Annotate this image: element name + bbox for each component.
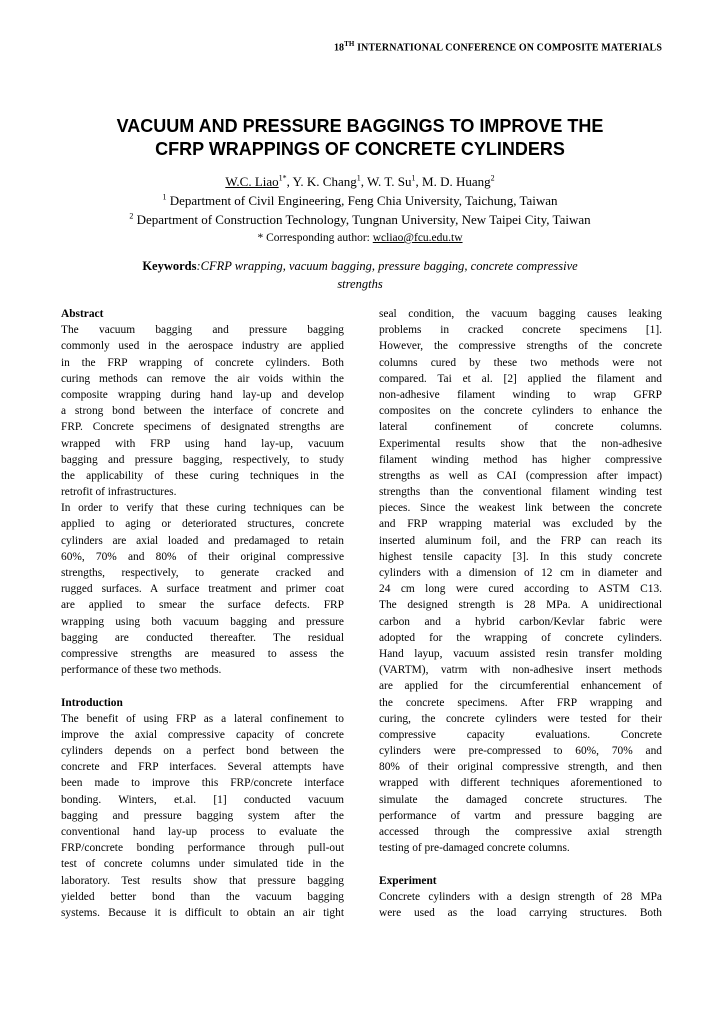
text-line: applied to aging or deteriorated structures, concrete	[61, 518, 344, 531]
text-line: composite wrapping during hand lay-up and develop	[61, 388, 344, 401]
header-text: INTERNATIONAL CONFERENCE ON COMPOSITE MATERIALS	[354, 42, 662, 54]
text-line: cylinders depends on a perfect bond between the	[61, 745, 344, 758]
paper-title	[60, 115, 660, 161]
text-line: The designed strength is 28 MPa. A unidirectional	[379, 599, 662, 612]
experiment-body	[379, 889, 662, 921]
author-2-mark: 1	[356, 173, 361, 183]
text-line: strengths than the conventional filament winding test	[379, 486, 662, 499]
text-line: laboratory. Test results show that pressure bagging	[61, 874, 344, 887]
text-line: were used as the load carrying structures. Both	[379, 906, 662, 919]
text-line: concrete and FRP interfaces. Several attempts have	[61, 761, 344, 774]
author-1-mark: 1*	[278, 173, 287, 183]
affiliation-1	[40, 191, 680, 210]
text-line: cylinders with a dimension of 12 cm in diameter and	[379, 567, 662, 579]
text-line: wrapped with different techniques aforementioned to	[379, 777, 662, 790]
text-line: lateral confinement of concrete columns.	[379, 421, 662, 434]
author-1: W.C. Liao	[225, 174, 279, 189]
text-line: compressive capacity evaluations. Concrete	[379, 728, 662, 741]
text-line: Experimental results show that the non-adhesive	[379, 437, 662, 450]
header-ordinal: TH	[344, 40, 355, 48]
text-line: columns cured by these two methods were not	[379, 356, 662, 369]
affiliation-2-text: Department of Construction Technology, Tungnan University, New Taipei City, Taiwan	[133, 212, 591, 227]
text-line: performance of these two methods.	[61, 664, 222, 677]
text-line: highest tensile capacity [3]. In this study concrete	[379, 550, 662, 563]
text-line: test of concrete columns under simulated tide in the	[61, 858, 344, 871]
text-line: Concrete cylinders with a design strength of 28 MPa	[379, 890, 662, 903]
text-line: cylinders were pre-compressed to 60%, 70% and	[379, 745, 662, 758]
text-line: 24 cm long were cured according to ASTM C13.	[379, 583, 662, 596]
text-line: conventional hand lay-up process to evaluate the	[61, 826, 344, 838]
text-line: bagging and pressure bagging system after the	[61, 809, 344, 822]
text-line: (VARTM), vatrm with non-adhesive insert methods	[379, 664, 662, 677]
text-line: strengths as well as CAI (compression after impact)	[379, 469, 662, 482]
text-line: performance of vartm and pressure bagging are	[379, 809, 662, 822]
text-line: are applied to smear the surface defects. FRP	[61, 599, 344, 612]
text-line: bagging and pressure bagging, respectively, to study	[61, 453, 344, 466]
corresponding-author	[40, 229, 680, 248]
text-line: curing, the concrete cylinders were tested for their	[379, 712, 662, 725]
text-line: However, the compressive strengths of the concrete	[379, 340, 662, 353]
text-line: 60%, 70% and 80% of their original compressive	[61, 550, 344, 563]
text-line: compressive strengths are measured to assess the	[61, 647, 344, 660]
introduction-body-cont	[379, 306, 662, 856]
author-2: , Y. K. Chang	[286, 174, 357, 189]
text-line: systems. Because it is difficult to obtain an air tight	[61, 906, 344, 919]
author-4: , M. D. Huang	[415, 174, 491, 189]
text-line: in the FRP wrapping of concrete cylinders. Both	[61, 356, 344, 369]
section-gap	[61, 678, 344, 694]
affiliation-1-text: Department of Civil Engineering, Feng Chia University, Taichung, Taiwan	[166, 193, 558, 208]
text-line: wrapped with FRP using hand lay-up, vacuum	[61, 437, 344, 450]
introduction-heading: Introduction	[61, 696, 123, 709]
affiliation-2-mark: 2	[129, 211, 134, 221]
text-line: the applicability of these curing techniques in the	[61, 469, 344, 482]
abstract-body	[61, 322, 344, 678]
author-3: , W. T. Su	[360, 174, 412, 189]
author-4-mark: 2	[490, 173, 495, 183]
introduction-body	[61, 711, 344, 921]
header-number: 18	[333, 42, 345, 54]
text-line: the concrete specimens. After FRP wrapping and	[379, 696, 662, 709]
title-line-1: VACUUM AND PRESSURE BAGGINGS TO IMPROVE THE	[116, 116, 604, 136]
text-line: bonding. Winters, et.al. [1] conducted vacuum	[61, 793, 344, 806]
text-line: Hand layup, vacuum assisted resin transfer molding	[379, 647, 662, 660]
text-line: improve the axial compressive capacity of concrete	[61, 728, 344, 741]
text-line: compared. Tai et al. [2] applied the filament and	[379, 372, 662, 385]
text-line: filament winding method has higher compressive	[379, 453, 662, 466]
text-line: inserted aluminum foil, and the FRP can reach its	[379, 534, 662, 547]
author-block	[40, 172, 680, 248]
text-line: FRP/concrete bonding performance through pull-out	[61, 842, 344, 855]
keywords-label: Keywords	[142, 259, 197, 273]
affiliation-2	[40, 210, 680, 229]
keywords	[60, 257, 660, 293]
text-line: In order to verify that these curing techniques can be	[61, 502, 344, 515]
left-column	[61, 306, 344, 921]
affiliation-1-mark: 1	[162, 192, 167, 202]
text-line: pieces. Since the weakest link between the concrete	[379, 502, 662, 515]
corresponding-label: * Corresponding author:	[257, 232, 373, 244]
text-line: non-adhesive filament winding to wrap GFRP	[379, 388, 662, 401]
author-list	[40, 172, 680, 191]
keywords-text: :CFRP wrapping, vacuum bagging, pressure bagging, concrete compressive	[196, 259, 578, 273]
text-line: problems in cracked concrete specimens [1].	[379, 324, 662, 337]
text-line: curing methods can remove the air voids within the	[61, 372, 344, 385]
text-line: seal condition, the vacuum bagging causes leaking	[379, 308, 662, 320]
text-line: are applied for the circumferential enhancement of	[379, 680, 662, 693]
text-line: commonly used in the aerospace industry are applied	[61, 340, 344, 353]
section-gap	[379, 856, 662, 872]
text-line: rugged surfaces. A surface treatment and primer coat	[61, 583, 344, 596]
text-line: composites on the concrete cylinders to enhance the	[379, 405, 662, 418]
right-column	[379, 306, 662, 921]
text-line: a strong bond between the interface of concrete and	[61, 405, 344, 418]
text-line: The benefit of using FRP as a lateral confinement to	[61, 712, 344, 725]
corresponding-email-link[interactable]: wcliao@fcu.edu.tw	[372, 232, 463, 244]
text-line: simulate the damaged concrete structures. The	[379, 793, 662, 806]
keywords-text-cont: strengths	[337, 277, 383, 291]
text-line: retrofit of infrastructures.	[61, 486, 177, 499]
text-line: strengths, respectively, to generate cracked and	[61, 567, 344, 579]
text-line: FRP. Concrete specimens of designated strengths are	[61, 421, 344, 434]
text-line: bagging are conducted thereafter. The residual	[61, 631, 344, 644]
abstract-heading: Abstract	[61, 308, 104, 320]
title-line-2: CFRP WRAPPINGS OF CONCRETE CYLINDERS	[155, 139, 565, 159]
text-line: The vacuum bagging and pressure bagging	[61, 324, 344, 337]
running-header	[334, 40, 662, 53]
text-line: carbon and a hybrid carbon/Kevlar fabric were	[379, 615, 662, 628]
text-line: wrapping using both vacuum bagging and pressure	[61, 615, 344, 628]
text-line: accessed through the compressive axial strength	[379, 826, 662, 838]
experiment-heading: Experiment	[379, 874, 437, 887]
text-line: 80% of their original compressive strength, and then	[379, 761, 662, 774]
text-line: cylinders are axial loaded and predamaged to retain	[61, 534, 344, 547]
text-line: been made to improve this FRP/concrete interface	[61, 777, 344, 790]
author-3-mark: 1	[411, 173, 416, 183]
text-line: and FRP wrapping material was excluded by the	[379, 518, 662, 531]
text-line: adopted for the wrapping of concrete cylinders.	[379, 631, 662, 644]
text-line: yielded better bond than the vacuum bagging	[61, 890, 344, 903]
text-line: testing of pre-damaged concrete columns.	[379, 842, 570, 855]
